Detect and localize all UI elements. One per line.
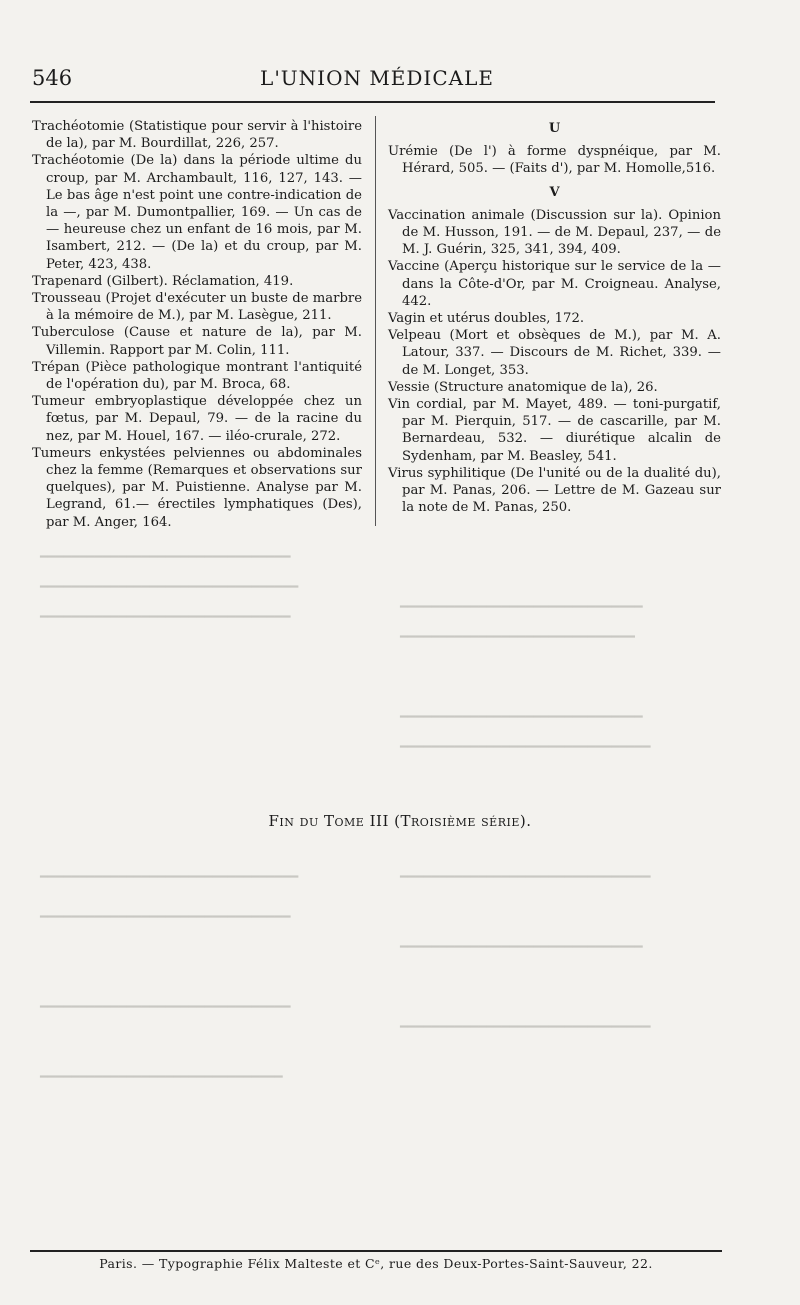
- index-entry: Tuberculose (Cause et nature de la), par M. Villemin. Rapport par M. Colin, 111.: [32, 325, 362, 358]
- index-entry: Vaccine (Aperçu historique sur le service de la — dans la Côte-d'Or, par M. Croigneau. Analyse, 442.: [388, 259, 721, 309]
- series-label: (Troisième série).: [394, 812, 532, 830]
- index-entry: Trachéotomie (Statistique pour servir à l'histoire de la), par M. Bourdillat, 226, 257.: [32, 119, 362, 152]
- index-entry: Vin cordial, par M. Mayet, 489. — toni-purgatif, par M. Pierquin, 517. — de cascarille, par M. Bernardeau, 532. — diurétique alcalin de Sydenham, par M. Beasley, 541.: [388, 397, 721, 464]
- page-number: 546: [32, 66, 73, 90]
- index-entry: Trousseau (Projet d'exécuter un buste de marbre à la mémoire de M.), par M. Lasègue, 211.: [32, 291, 362, 324]
- footer-rule: [30, 1250, 722, 1252]
- section-letter-v: V: [549, 184, 560, 200]
- index-entry: Vaccination animale (Discussion sur la). Opinion de M. Husson, 191. — de M. Depaul, 237, — de M. J. Guérin, 325, 341, 394, 409.: [388, 207, 721, 258]
- left-column: [32, 118, 362, 531]
- section-letter-u: U: [548, 121, 561, 136]
- end-of-volume-notice: [0, 812, 800, 830]
- index-entry: Trapenard (Gilbert). Réclamation, 419.: [32, 273, 294, 289]
- journal-title: L'UNION MÉDICALE: [260, 66, 494, 90]
- index-entry: Tumeur embryoplastique développée chez un fœtus, par M. Depaul, 79. — de la racine du nez, par M. Houel, 167. — iléo-crurale, 272.: [32, 394, 362, 444]
- show-through-texture: ━━━━━━━━━━━━━━━━━━━━━━━━━━━━━━━━ ━━━━━━━━━━━━━━━━━━━━━━━━━━━━━━━━━ ━━━━━━━━━━━━━━━━━━━━━━━━━━━━━━━━ ━━━━━━━━━━━━━━━━━━━━━━━━━━━━━━━ ━━━━━━━━━━━━━━━━━━━━━━━━━━━━━━ ━━━━━━━━━━━━━━━━━━━━━━━━━━━━━━━ ━━━━━━━━━━━━━━━━━━━━━━━━━━━━━━━━ ━━━━━━━━━━━━━━━━━━━━━━━━━━━━━━━━━ ━━━━━━━━━━━━━━━━━━━━━━━━━━━━━━━━ ━━━━━━━━━━━━━━━━━━━━━━━━━━━━━━━━ ━━━━━━━━━━━━━━━━━━━━━━━━━━━━━━━ ━━━━━━━━━━━━━━━━━━━━━━━━━━━━━━━━ ━━━━━━━━━━━━━━━━━━━━━━━━━━━━━━━━ ━━━━━━━━━━━━━━━━━━━━━━━━━━━━━━━: [40, 550, 651, 1085]
- end-of-volume-title: Fin du Tome III: [268, 812, 389, 830]
- index-entry: Virus syphilitique (De l'unité ou de la dualité du), par M. Panas, 206. — Lettre de M. Gazeau sur la note de M. Panas, 250.: [388, 465, 721, 516]
- index-entry: Trachéotomie (De la) dans la période ultime du croup, par M. Archambault, 116, 127, 143. — Le bas âge n'est point une contre-indication de la —, par M. Dumontpallier, 169. — Un cas de — heureuse chez un enfant de 16 mois, par M. Isambert, 212. — (De la) et du croup, par M. Peter, 423, 438.: [32, 153, 362, 272]
- right-column: [388, 118, 721, 516]
- index-entry: Vessie (Structure anatomique de la), 26.: [388, 379, 658, 395]
- index-entry: Vagin et utérus doubles, 172.: [388, 311, 585, 327]
- index-entry: Urémie (De l') à forme dyspnéique, par M. Hérard, 505. — (Faits d'), par M. Homolle,516.: [388, 144, 721, 177]
- index-entry: Tumeurs enkystées pelviennes ou abdominales chez la femme (Remarques et observations sur quelques), par M. Puistienne. Analyse par M. Legrand, 61.— érectiles lymphatiques (Des), par M. Anger, 164.: [32, 445, 362, 530]
- index-entry: Trépan (Pièce pathologique montrant l'antiquité de l'opération du), par M. Broca, 68.: [32, 359, 362, 393]
- column-divider: [375, 116, 376, 526]
- printer-imprint: Paris. — Typographie Félix Malteste et Cᵉ, rue des Deux-Portes-Saint-Sauveur, 22.: [99, 1256, 653, 1271]
- index-entry: Velpeau (Mort et obsèques de M.), par M. A. Latour, 337. — Discours de M. Richet, 339. — de M. Longet, 353.: [388, 328, 721, 378]
- header-rule: [30, 101, 715, 103]
- page-header: [32, 66, 722, 100]
